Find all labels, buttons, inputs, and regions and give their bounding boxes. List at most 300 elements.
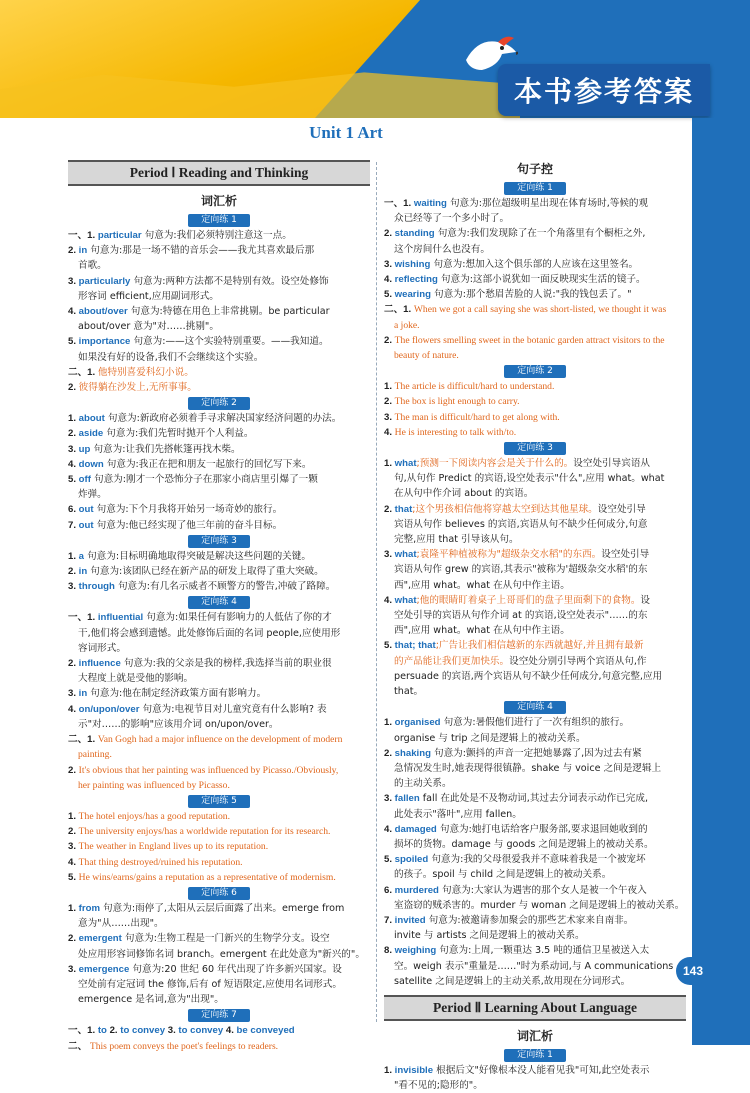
answer-line bbox=[68, 870, 370, 885]
answer-line bbox=[68, 304, 370, 319]
item-number: 1. bbox=[68, 902, 79, 914]
exercise-label: 定向练 4 bbox=[188, 596, 250, 609]
answer-line bbox=[384, 379, 686, 394]
item-number: 2. bbox=[384, 747, 395, 759]
explanation-text: 句意为:那个愁眉苦脸的人说:"我的钱包丢了。" bbox=[430, 289, 632, 301]
item-number: 3. bbox=[68, 275, 79, 287]
answer-keyword: about/over bbox=[78, 306, 128, 318]
answer-keyword: weighing bbox=[394, 945, 437, 957]
explanation-text: 处应用形容词修饰名词 branch。emergent 在此处意为"新兴的"。 bbox=[78, 948, 365, 960]
translation-text: ;广告让我们相信越新的东西就越好,并且拥有最新 bbox=[435, 640, 644, 652]
item-number: 5. bbox=[384, 854, 395, 866]
item-number: 5. bbox=[384, 640, 395, 652]
answer-list bbox=[384, 182, 686, 989]
english-answer: painting. bbox=[78, 749, 112, 761]
answer-keyword: murdered bbox=[394, 884, 439, 896]
explanation-text: 句意为:让我们先搭帐篷再找木柴。 bbox=[90, 443, 241, 455]
answer-keyword: that; that bbox=[394, 640, 436, 652]
item-number: 3. bbox=[384, 549, 395, 561]
explanation-text: organise 与 trip 之间是逻辑上的被动关系。 bbox=[394, 732, 586, 744]
item-number: 3. bbox=[384, 411, 395, 423]
exercise-label: 定向练 5 bbox=[188, 795, 250, 808]
answer-keyword: from bbox=[78, 902, 100, 914]
answer-keyword: wishing bbox=[394, 258, 431, 270]
answer-line bbox=[384, 333, 686, 348]
item-number: 2. bbox=[384, 396, 395, 408]
item-number: 3. bbox=[384, 793, 395, 805]
explanation-text: 句意为:下个月我将开始另一场奇妙的旅行。 bbox=[93, 504, 283, 516]
english-answer: This poem conveys the poet's feelings to readers. bbox=[89, 1040, 279, 1052]
answer-line bbox=[384, 913, 686, 928]
explanation-text: persuade 的宾语,两个宾语从句不缺少任何成分,句意完整,应用 bbox=[394, 670, 663, 682]
answer-keyword: particular bbox=[97, 230, 142, 241]
explanation-text: 句意为:刚才一个恐怖分子在那家小商店里引爆了一颗 bbox=[90, 474, 318, 486]
explanation-text: 句意为:我们先暂时抛开个人利益。 bbox=[103, 428, 254, 440]
answer-line bbox=[68, 350, 370, 365]
answer-keyword: through bbox=[78, 581, 115, 593]
english-answer: It's obvious that her painting was influenced by Picasso./Obviously, bbox=[78, 764, 339, 776]
explanation-text: emergence 是名词,意为"出现"。 bbox=[78, 994, 224, 1006]
explanation-text: 句意为:雨停了,太阳从云层后面露了出来。emerge from bbox=[100, 902, 345, 914]
answer-keyword: reflecting bbox=[394, 274, 438, 286]
explanation-text: 句意为:电视节目对儿童究竟有什么影响? 表 bbox=[139, 703, 327, 715]
explanation-text: 在从句中作介词 about 的宾语。 bbox=[394, 488, 534, 500]
explanation-text: 句意为:上周,一颗重达 3.5 吨的通信卫星被送入太 bbox=[436, 945, 650, 957]
answer-line bbox=[384, 502, 686, 517]
answer-line bbox=[68, 228, 370, 243]
explanation-text: 室盗窃的贼杀害的。murder 与 woman 之间是逻辑上的被动关系。 bbox=[394, 899, 685, 911]
answer-list bbox=[68, 214, 370, 1054]
explanation-text: 句,从句作 Predict 的宾语,设空处表示"什么",应用 what。what bbox=[394, 473, 665, 485]
answer-line bbox=[68, 564, 370, 579]
answer-line bbox=[384, 623, 686, 638]
item-number: 2. bbox=[68, 658, 79, 670]
explanation-text: 根据后文"好像根本没人能看见我"可知,此空处表示 bbox=[433, 1064, 650, 1076]
english-answer: The box is light enough to carry. bbox=[394, 396, 520, 408]
answer-line bbox=[384, 211, 686, 226]
right-column bbox=[384, 158, 686, 1093]
answer-line bbox=[384, 791, 686, 806]
answer-keyword: importance bbox=[78, 336, 131, 348]
answer-keyword: emergent bbox=[78, 933, 122, 945]
answer-line bbox=[68, 641, 370, 656]
explanation-text: 句意为:这部小说犹如一面反映现实生活的镜子。 bbox=[437, 274, 646, 286]
item-number: 3. bbox=[384, 258, 395, 270]
answer-line bbox=[68, 702, 370, 717]
item-number: 4. bbox=[68, 458, 79, 470]
answer-line bbox=[384, 593, 686, 608]
explanation-text: 空处前有定冠词 the 修饰,后有 of 短语限定,应使用名词形式。 bbox=[78, 978, 342, 990]
answer-line bbox=[384, 532, 686, 547]
item-number: 2. bbox=[68, 382, 79, 394]
item-number: 5. bbox=[384, 289, 395, 301]
english-answer: He wins/earns/gains a reputation as a representative of modernism. bbox=[78, 871, 336, 883]
explanation-text: 句意为:我们必须特别注意这一点。 bbox=[141, 230, 292, 241]
answer-line bbox=[384, 867, 686, 882]
answer-line bbox=[68, 426, 370, 441]
answer-line bbox=[384, 715, 686, 730]
answer-keyword: that bbox=[394, 503, 413, 515]
answer-keyword: down bbox=[78, 458, 104, 470]
item-number: 二、1. bbox=[68, 366, 98, 378]
item-number: 6. bbox=[384, 884, 395, 896]
answer-line bbox=[68, 732, 370, 747]
item-number: 3. bbox=[68, 688, 79, 700]
explanation-text: 句意为:特德在用色上非常挑剔。be particular bbox=[127, 306, 330, 318]
answer-line bbox=[384, 928, 686, 943]
explanation-text: 这个房间什么也没有。 bbox=[394, 243, 490, 255]
answer-line bbox=[384, 883, 686, 898]
item-number: 2. bbox=[384, 334, 395, 346]
answer-line bbox=[384, 456, 686, 471]
answer-keyword: emergence bbox=[78, 963, 130, 975]
section-heading: 词汇析 bbox=[200, 194, 237, 208]
item-number: 2. bbox=[106, 1025, 121, 1037]
left-column bbox=[68, 158, 370, 1054]
answer-line bbox=[384, 486, 686, 501]
answer-line bbox=[384, 242, 686, 257]
item-number: 二、1. bbox=[68, 734, 98, 746]
exercise-label: 定向练 4 bbox=[504, 701, 566, 714]
explanation-text: 空。weigh 表示"重量是……"时为系动词,与 A communications bbox=[394, 960, 674, 972]
explanation-text: 损坏的货物。damage 与 goods 之间是逻辑上的被动关系。 bbox=[394, 838, 654, 850]
item-number: 2. bbox=[68, 826, 79, 838]
exercise-label: 定向练 2 bbox=[504, 365, 566, 378]
answer-line bbox=[384, 517, 686, 532]
answer-line bbox=[68, 839, 370, 854]
item-number: 2. bbox=[384, 503, 395, 515]
item-number: 3. bbox=[165, 1025, 179, 1037]
answer-keyword: to convey bbox=[178, 1025, 224, 1037]
section-heading: 词汇析 bbox=[516, 1028, 553, 1043]
explanation-text: satellite 之间是逻辑上的主动关系,故用现在分词形式。 bbox=[394, 975, 631, 987]
answer-keyword: be conveyed bbox=[236, 1025, 295, 1037]
english-answer: The hotel enjoys/has a good reputation. bbox=[78, 810, 231, 822]
translation-text: ;这个男孩相信他将穿越太空到达其他星球。 bbox=[412, 503, 598, 515]
exercise-label: 定向练 1 bbox=[504, 1049, 566, 1062]
answer-line bbox=[68, 549, 370, 564]
answer-line bbox=[384, 394, 686, 409]
answer-line bbox=[68, 931, 370, 946]
answer-line bbox=[68, 289, 370, 304]
item-number: 1. bbox=[384, 381, 395, 393]
answer-line bbox=[68, 671, 370, 686]
answer-line bbox=[68, 977, 370, 992]
answer-line bbox=[68, 380, 370, 395]
answer-line bbox=[68, 457, 370, 472]
answer-line bbox=[384, 471, 686, 486]
answer-line bbox=[384, 669, 686, 684]
explanation-text: 句意为:目标明确地取得突破是解决这些问题的关键。 bbox=[84, 550, 311, 562]
answer-line bbox=[384, 547, 686, 562]
item-number: 2. bbox=[68, 764, 79, 776]
answer-line bbox=[384, 852, 686, 867]
answer-line bbox=[384, 196, 686, 211]
answer-keyword: standing bbox=[394, 228, 435, 240]
answer-line bbox=[68, 365, 370, 380]
explanation-text: 如果没有好的设备,我们不会继续这个实验。 bbox=[78, 351, 264, 363]
explanation-text: 句意为:那位超级明星出现在体育场时,等候的观 bbox=[446, 198, 649, 209]
answer-line bbox=[384, 974, 686, 989]
answer-line bbox=[384, 638, 686, 653]
item-number: 3. bbox=[68, 581, 79, 593]
item-number: 1. bbox=[384, 1064, 395, 1076]
item-number: 一、1. bbox=[384, 198, 414, 209]
unit-title: Unit 1 Art bbox=[309, 123, 383, 142]
header-banner bbox=[0, 0, 750, 118]
page-number: 143 bbox=[676, 957, 710, 985]
item-number: 1. bbox=[384, 458, 395, 470]
item-number: 2. bbox=[384, 228, 395, 240]
exercise-label: 定向练 6 bbox=[188, 887, 250, 900]
item-number: 2. bbox=[68, 566, 79, 578]
answer-line bbox=[68, 258, 370, 273]
item-number: 4. bbox=[384, 274, 395, 286]
exercise-label: 定向练 3 bbox=[504, 442, 566, 455]
explanation-text: 西",应用 what。what 在从句中作主语。 bbox=[394, 579, 570, 591]
explanation-text: 西",应用 what。what 在从句中作主语。 bbox=[394, 625, 570, 637]
answer-line bbox=[68, 334, 370, 349]
banner-title: 本书参考答案 bbox=[498, 64, 710, 116]
column-divider bbox=[376, 162, 377, 1022]
explanation-text: invite 与 artists 之间是逻辑上的被动关系。 bbox=[394, 930, 585, 942]
translation-text: 他特别喜爱科幻小说。 bbox=[97, 366, 194, 378]
answer-line bbox=[384, 318, 686, 333]
answer-line bbox=[384, 287, 686, 302]
explanation-text: 句意为:生物工程是一门新兴的生物学分支。设空 bbox=[121, 933, 330, 945]
answer-keyword: to bbox=[97, 1025, 107, 1037]
answer-keyword: damaged bbox=[394, 823, 437, 835]
explanation-text: 设空处分别引导两个宾语从句,作 bbox=[509, 655, 647, 667]
answer-line bbox=[68, 686, 370, 701]
explanation-text: 句意为:新政府必须着手寻求解决国家经济问题的办法。 bbox=[104, 413, 342, 425]
item-number: 5. bbox=[68, 474, 79, 486]
answer-line bbox=[68, 502, 370, 517]
explanation-text: 句意为:大家认为遇害的那个女人是被一个午夜入 bbox=[438, 884, 647, 896]
answer-line bbox=[68, 610, 370, 625]
answer-keyword: invisible bbox=[394, 1064, 434, 1076]
explanation-text: 句意为:那是一场不错的音乐会——我尤其喜欢最后那 bbox=[87, 245, 315, 257]
answer-keyword: particularly bbox=[78, 275, 131, 287]
answer-line bbox=[68, 809, 370, 824]
answer-keyword: in bbox=[78, 566, 88, 578]
answer-line bbox=[68, 855, 370, 870]
answer-line bbox=[384, 425, 686, 440]
explanation-text: 句意为:想加入这个俱乐部的人应该在这里签名。 bbox=[430, 258, 639, 270]
answer-line bbox=[384, 654, 686, 669]
answer-line bbox=[68, 1039, 370, 1054]
explanation-text: 句意为:他已经实现了他三年前的奋斗目标。 bbox=[93, 519, 283, 531]
item-number: 5. bbox=[68, 336, 79, 348]
item-number: 二、1. bbox=[384, 304, 414, 316]
explanation-text: 此处表示"落叶",应用 fallen。 bbox=[394, 808, 522, 820]
answer-line bbox=[384, 578, 686, 593]
explanation-text: 句意为:有几名示威者不顾警方的警告,冲破了路障。 bbox=[114, 581, 336, 593]
explanation-text: 设空处引导宾语从 bbox=[573, 458, 651, 470]
answer-line bbox=[68, 747, 370, 762]
item-number: 7. bbox=[68, 519, 79, 531]
english-answer: The article is difficult/hard to understand. bbox=[394, 381, 555, 393]
answer-line bbox=[384, 562, 686, 577]
answer-line bbox=[68, 992, 370, 1007]
answer-line bbox=[384, 1078, 686, 1093]
explanation-text: 句意为:我们发现除了在一个角落里有个橱柜之外, bbox=[434, 228, 646, 240]
explanation-text: 大程度上就是受他的影响。 bbox=[78, 673, 194, 685]
answer-line bbox=[68, 579, 370, 594]
english-answer: The man is difficult/hard to get along with. bbox=[394, 411, 560, 423]
explanation-text: 设空处引导 bbox=[601, 549, 650, 561]
answer-line bbox=[384, 761, 686, 776]
item-number: 8. bbox=[384, 945, 395, 957]
answer-keyword: aside bbox=[78, 428, 104, 440]
item-number: 2. bbox=[68, 428, 79, 440]
explanation-text: 句意为:我的父母很爱我并不意味着我是一个被宠坏 bbox=[428, 854, 646, 866]
explanation-text: 的主动关系。 bbox=[394, 778, 452, 790]
translation-text: ;袁隆平种植被称为"超级杂交水稻"的东西。 bbox=[416, 549, 602, 561]
exercise-label: 定向练 1 bbox=[188, 214, 250, 227]
explanation-text: 句意为:20 世纪 60 年代出现了许多新兴国家。设 bbox=[129, 963, 342, 975]
answer-line bbox=[68, 472, 370, 487]
explanation-text: 句意为:暑假他们进行了一次有组织的旅行。 bbox=[440, 717, 630, 729]
answer-line bbox=[384, 943, 686, 958]
answer-line bbox=[384, 776, 686, 791]
answer-line bbox=[68, 319, 370, 334]
answer-line bbox=[68, 824, 370, 839]
answer-line bbox=[68, 916, 370, 931]
answer-line bbox=[384, 257, 686, 272]
item-number: 3. bbox=[68, 841, 79, 853]
period-heading: Period Ⅱ Learning About Language bbox=[384, 995, 686, 1021]
explanation-text: 的孩子。spoil 与 child 之间是逻辑上的被动关系。 bbox=[394, 869, 612, 881]
answer-keyword: in bbox=[78, 245, 88, 257]
explanation-text: 形容词 efficient,应用副词形式。 bbox=[78, 290, 219, 302]
answer-line bbox=[384, 226, 686, 241]
answer-keyword: what bbox=[394, 549, 417, 561]
answer-line bbox=[68, 901, 370, 916]
answer-line bbox=[384, 822, 686, 837]
explanation-text: 句意为:我正在把和朋友一起旅行的回忆写下来。 bbox=[103, 458, 312, 470]
translation-text: 的产品能让我们更加快乐。 bbox=[394, 655, 510, 667]
answer-keyword: waiting bbox=[413, 198, 447, 209]
item-number: 一、1. bbox=[68, 230, 98, 241]
item-number: 4. bbox=[68, 306, 79, 318]
answer-line bbox=[68, 1023, 370, 1038]
answer-line bbox=[68, 626, 370, 641]
answer-keyword: organised bbox=[394, 717, 441, 729]
explanation-text: 急情况发生时,她表现得很镇静。shake 与 voice 之间是逻辑上 bbox=[394, 762, 662, 774]
item-number: 2. bbox=[68, 933, 79, 945]
answer-keyword: spoiled bbox=[394, 854, 429, 866]
explanation-text: 宾语从句作 grew 的宾语,其表示"被称为'超级杂交水稻'的东 bbox=[394, 564, 648, 576]
explanation-text: 众已经等了一个多小时了。 bbox=[394, 213, 510, 225]
item-number: 4. bbox=[384, 823, 395, 835]
item-number: 3. bbox=[68, 963, 79, 975]
side-strip bbox=[692, 118, 750, 1045]
explanation-text: 意为"从……出现"。 bbox=[78, 918, 164, 930]
explanation-text: 句意为:她打电话给客户服务部,要求退回她收到的 bbox=[436, 823, 648, 835]
item-number: 4. bbox=[68, 856, 79, 868]
explanation-text: 句意为:他在制定经济政策方面有影响力。 bbox=[87, 688, 267, 700]
answer-line bbox=[384, 348, 686, 363]
answer-keyword: fallen bbox=[394, 793, 420, 805]
answer-keyword: shaking bbox=[394, 747, 431, 759]
english-answer: a joke. bbox=[394, 319, 420, 331]
answer-keyword: off bbox=[78, 474, 91, 486]
english-answer: Van Gogh had a major influence on the development of modern bbox=[97, 734, 343, 746]
item-number: 1. bbox=[68, 810, 79, 822]
answer-keyword: what bbox=[394, 458, 417, 470]
english-answer: That thing destroyed/ruined his reputation. bbox=[78, 856, 243, 868]
answer-line bbox=[384, 837, 686, 852]
explanation-text: 空处引导的宾语从句作介词 at 的宾语,设空处表示"……的东 bbox=[394, 610, 648, 622]
item-number: 4. bbox=[384, 594, 395, 606]
translation-text: ;他的眼睛盯着桌子上哥哥们的盘子里面剩下的食物。 bbox=[416, 594, 641, 606]
explanation-text: 炸弹。 bbox=[78, 489, 107, 501]
explanation-text: 设 bbox=[640, 594, 651, 606]
answer-keyword: up bbox=[78, 443, 91, 455]
item-number: 一、1. bbox=[68, 612, 98, 624]
answer-line bbox=[384, 807, 686, 822]
answer-line bbox=[68, 442, 370, 457]
answer-keyword: wearing bbox=[394, 289, 431, 301]
answer-line bbox=[68, 656, 370, 671]
english-answer: beauty of nature. bbox=[394, 350, 459, 362]
answer-line bbox=[384, 272, 686, 287]
translation-text: ;预测一下阅读内容会是关于什么的。 bbox=[416, 458, 574, 470]
english-answer: The university enjoys/has a worldwide reputation for its research. bbox=[78, 826, 331, 838]
explanation-text: 句意为:颤抖的声音一定把她暴露了,因为过去有紧 bbox=[430, 747, 642, 759]
answer-line bbox=[384, 959, 686, 974]
answer-line bbox=[68, 947, 370, 962]
answer-line bbox=[68, 763, 370, 778]
explanation-text: 设空处引导 bbox=[597, 503, 646, 515]
item-number: 二、 bbox=[68, 1040, 90, 1052]
answer-line bbox=[68, 274, 370, 289]
explanation-text: 首歌。 bbox=[78, 260, 107, 272]
answer-line bbox=[384, 684, 686, 699]
item-number: 7. bbox=[384, 914, 395, 926]
explanation-text: 容词形式。 bbox=[78, 642, 126, 654]
explanation-text: 句意为:我的父亲是我的榜样,我选择当前的职业很 bbox=[120, 658, 332, 670]
answer-line bbox=[384, 608, 686, 623]
item-number: 4. bbox=[223, 1025, 237, 1037]
answer-line bbox=[384, 302, 686, 317]
answer-keyword: about bbox=[78, 413, 105, 425]
section-heading: 句子控 bbox=[516, 162, 553, 176]
answer-line bbox=[68, 962, 370, 977]
item-number: 1. bbox=[68, 413, 79, 425]
item-number: 4. bbox=[68, 703, 79, 715]
answer-line bbox=[384, 410, 686, 425]
explanation-text: 句意为:该团队已经在新产品的研发上取得了重大突破。 bbox=[87, 566, 324, 578]
explanation-text: fall 在此处是不及物动词,其过去分词表示动作已完成, bbox=[419, 793, 648, 805]
explanation-text: 句意为:被邀请参加聚会的那些艺术家来自南非。 bbox=[425, 914, 634, 926]
answer-line bbox=[68, 518, 370, 533]
english-answer: The flowers smelling sweet in the botanic garden attract visitors to the bbox=[394, 334, 665, 346]
explanation-text: 句意为:两种方法都不是特别有效。设空处修饰 bbox=[130, 275, 329, 287]
translation-text: 彼得躺在沙发上,无所事事。 bbox=[78, 382, 197, 394]
answer-line bbox=[68, 487, 370, 502]
explanation-text: 示"对……的影响"应该用介词 on/upon/over。 bbox=[78, 718, 279, 730]
item-number: 1. bbox=[384, 717, 395, 729]
item-number: 3. bbox=[68, 443, 79, 455]
item-number: 4. bbox=[384, 426, 395, 438]
answer-line bbox=[68, 717, 370, 732]
answer-line bbox=[68, 243, 370, 258]
answer-line bbox=[68, 778, 370, 793]
explanation-text: 句意为:——这个实验特别重要。——我知道。 bbox=[130, 336, 329, 348]
exercise-label: 定向练 1 bbox=[504, 182, 566, 195]
